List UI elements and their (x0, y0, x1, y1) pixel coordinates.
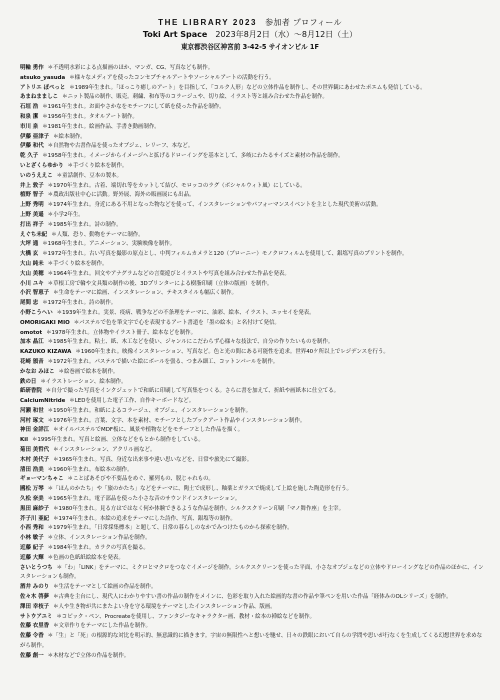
participant-name: atsuko_yasuda (20, 74, 66, 81)
participant-description: ＊1972年生まれ。詩の制作。 (42, 300, 117, 307)
participant-description: ＊「ほんのかたち」や「旅のかたち」などをテーマに、陶土で成形し、釉薬とガラスで焼成して上絵を施した陶造形を行う。 (47, 486, 352, 493)
participant-description: ＊コピック・ペン、Procreateを使用し、ファンタジーなキャラクター画、教材・絵本の挿絵などを制作。 (56, 613, 315, 620)
participant-description: ＊オイルパステルでMDF板に、風景や植物などをモチーフとした作品を描く。 (53, 427, 244, 434)
participant-entry (20, 260, 486, 270)
participant-entry (20, 583, 486, 593)
venue-line (0, 30, 500, 40)
header (0, 0, 500, 51)
participant-entry (20, 74, 486, 84)
participant-name: KAZUKO KIZAWA (20, 349, 72, 356)
participant-description: ＊木材などで立体の作品を制作。 (47, 652, 130, 659)
participant-entry (20, 142, 486, 152)
participant-description: ＊1964年生まれ。回文やアナグラムなどの言葉遊びとイラストや写真を組み合わせた作品を発表。 (47, 270, 290, 277)
participant-entry (20, 289, 486, 299)
participant-name: 菊田 美哲代 (20, 447, 50, 454)
participant-entry (20, 329, 486, 339)
participant-description: ＊1956年生まれ。タオルアート制作。 (42, 113, 138, 120)
participant-entry (20, 231, 486, 241)
participant-entry (20, 456, 486, 466)
participant-description: ＊自然物や古書作品を使ったオブジェ、レリーフ、本など。 (47, 143, 194, 150)
participant-entry (20, 378, 486, 388)
participant-entry (20, 103, 486, 113)
participant-entry (20, 495, 486, 505)
participant-name: 國松 万琴 (20, 486, 44, 493)
participant-description: ＊1965年生まれ。写真、身近な出来事や違い思いなどを、日常や旅先にて撮影。 (53, 456, 253, 463)
participant-entry (20, 485, 486, 495)
participant-name: 市川 泉 (20, 123, 39, 130)
participant-description: ＊不透明水彩による点描画のほか、マンガ、CG、写真なども制作。 (47, 65, 214, 71)
participant-description: ＊1985年生まれ。詩の制作。 (47, 221, 122, 228)
participant-name: 尾間 忠 (20, 300, 39, 307)
participant-description: ＊1979年生まれ。「日常採集標本」と題して、日常の暮らしのなかでみつけたものから探索を制作。 (47, 525, 293, 532)
participant-entry (20, 270, 486, 280)
participant-entry (20, 632, 486, 652)
participant-name: 植野 智子 (20, 192, 44, 199)
participant-entry (20, 417, 486, 427)
participant-name: 石垣 浩 (20, 104, 39, 111)
participant-name: CalciumNitride (20, 398, 66, 405)
participant-description: ＊1960年生まれ。布絵本の制作。 (47, 466, 133, 473)
participant-name: 小林 敏子 (20, 535, 44, 542)
participant-description: ＊「わ」「LINK」をテーマに、ミクロとマクロをつなぐイメージを制作。シルクスクリーンを使った平面、小さなオブジェなどの立体やドローイングなどの作品のほかに、インスタレーションも制作。 (20, 564, 484, 581)
participant-description: ＊生活をテーマとして絵画の作品を制作。 (53, 584, 157, 591)
event-dates: 2023年8月2日（水）〜8月12日（土） (215, 30, 358, 39)
participant-entry (20, 93, 486, 103)
participant-description: ＊絵巻画で絵本を制作。 (58, 368, 119, 375)
participant-name: 小川 ユキ (20, 280, 44, 287)
participant-description: ＊人や生き物が共にまたよい身を守る環境をテーマとしたインスタレーション作品、版画。 (53, 603, 276, 610)
participant-entry (20, 348, 486, 358)
participant-entry (20, 133, 486, 143)
participant-name: 近藤 紀子 (20, 545, 44, 552)
participant-description: ＊小学2年生。 (47, 211, 84, 218)
participant-name: 加本 晶江 (20, 339, 44, 346)
participant-entry (20, 338, 486, 348)
participant-description: ＊1939年生まれ。実景、疫病、戦争などの不条理をテーマに、油彩、絵本、イラスト、エッセイを発表。 (56, 309, 315, 316)
participant-entry (20, 299, 486, 309)
participant-entry (20, 564, 486, 584)
participant-name: 大山 美穂 (20, 270, 44, 277)
profile-label: 参加者 プロフィール (265, 18, 342, 27)
participant-name: えぐち未紀 (20, 231, 48, 238)
participant-description: ＊ことばあそびや不要品をめぐ、羅列もの、脱じゃれもの。 (67, 476, 214, 483)
participant-description: ＊1965年生まれ。電子部品を使った小さな音のサウンドインスタレーション。 (47, 496, 241, 503)
participant-description: ＊絵本制作。 (53, 133, 86, 140)
participant-name: 近藤 大輝 (20, 554, 44, 561)
participant-entry (20, 387, 486, 397)
participant-description: ＊1961年生まれ。お面やさかなをモチーフにして紙を使った作品を制作。 (42, 104, 225, 111)
participant-entry (20, 534, 486, 544)
participant-description: ＊1970年生まれ。古着、端切れ等をカットして結び、モロッコのラグ（ボシャルウィト風）にしている。 (47, 182, 306, 189)
participant-description: ＊1974年生まれ。本絵の追求をテーマにした詩作、写真、銀塩等の制作。 (53, 515, 236, 522)
participant-description: ＊1974年生まれ。身近にある不用となった物などを使って、インスタレーションやパフォーマンスイベントを主とした現代美術の活動。 (47, 202, 382, 209)
venue-name: Toki Art Space (142, 30, 208, 39)
participant-name: 伊藤 和代 (20, 143, 44, 150)
participant-description: ＊人類、恐り、動物をテーマに制作。 (51, 231, 144, 238)
participant-name: 大山 純未 (20, 260, 44, 267)
participant-name: 紙研香院 (20, 388, 42, 395)
participant-entry (20, 593, 486, 603)
participant-entry (20, 524, 486, 534)
participant-entry (20, 240, 486, 250)
participant-name: 明輪 勇作 (20, 65, 44, 71)
participant-name: いとざくらゆかり (20, 162, 64, 169)
participant-description: ＊立体、インスタレーション作品を制作。 (47, 535, 151, 542)
participant-description: ＊古典を主台にし、現代人にわかりやすい書の作品の制作をメインに、色彩を取り入れた絵画的な書の作品や筆ペンを用いた作品「経体みのOLシリーズ」を制作。 (53, 594, 452, 601)
participant-name: いのうええこ (20, 172, 53, 179)
participant-entry (20, 397, 486, 407)
participant-entry (20, 162, 486, 172)
participant-entry (20, 358, 486, 368)
participant-description: ＊童話創作、豆本の製本。 (56, 172, 122, 179)
participant-description: ＊手づくり絵本を制作。 (67, 162, 128, 169)
participant-name: 大橋 玄 (20, 251, 39, 258)
participant-name: 佐藤 衣里香 (20, 623, 50, 630)
participant-description: ＊パステルで色を筆文字で心を表現するアート書道を「墨の絵本」と名付けて発信。 (73, 319, 280, 326)
participant-entry (20, 152, 486, 162)
participant-name: 清田 浩美 (20, 466, 44, 473)
participant-name: 鉄の日 (20, 378, 37, 385)
library-title: THE LIBRARY 2023 (158, 18, 258, 27)
participant-entry (20, 426, 486, 436)
participant-name: 乾 久子 (20, 153, 39, 160)
participant-name: アトリエ ぽぺっと (20, 84, 66, 91)
participant-name: 和泉 潔 (20, 113, 39, 120)
participant-description: ＊1978年生まれ。立体物やイラスト冊子、絵本などを制作。 (46, 329, 197, 336)
participant-name: 上野 秀明 (20, 202, 44, 209)
participant-description: ＊1950年生まれ。和紙によるコラージュ、オブジェ、インスタレーションを制作。 (47, 407, 252, 414)
participant-name: 酒井 みのり (20, 584, 50, 591)
participant-description: ＊1995年生まれ。写真と絵画、立体などをもとから制作をしている。 (31, 437, 204, 444)
participant-description: ＊LEDを使用した電子工作、自作キーボードなど。 (69, 398, 195, 405)
participant-description: ＊1989年生まれ。「ほっこり癒しのアート」を目指して、「コルク人形」などの立体作品を制作し、その世界観にあわせたポエムも発信している。 (69, 84, 426, 91)
title-line (0, 18, 500, 28)
participant-entry (20, 250, 486, 260)
participant-entry (20, 211, 486, 221)
participant-description: ＊1972年生まれ。パステルで描いた絵にボールを張る、つまみ細工、コットンパールを制作。 (47, 358, 279, 365)
participant-description: ＊1972年生まれ。古い写真を撮影の原点とし、中判フィルムカメラと120（ブローニー）モノクロフィルムを使用して、銀塩写真のプリントを制作。 (42, 251, 408, 258)
participant-description: ＊1984年生まれ。カラクの写真を撮る。 (47, 545, 149, 552)
participant-description: ＊1985年生まれ。粘土、紙、木工などを使い、ジャンルにこだわらず心様々な技法で、自分の作りたいものを制作。 (47, 339, 334, 346)
participant-entry (20, 466, 486, 476)
participant-description: ＊生命をテーマに絵画、インスタレーション、テキスタイルも幅広く制作。 (53, 290, 237, 297)
participant-name: 伊藤 亜津子 (20, 133, 50, 140)
participant-name: 井上 敦子 (20, 182, 44, 189)
participant-entry (20, 544, 486, 554)
participant-entry (20, 172, 486, 182)
participant-name: 花崎 頒音 (20, 358, 44, 365)
participant-name: 佐藤 創一 (20, 652, 44, 659)
participant-entry (20, 622, 486, 632)
participant-entry (20, 652, 486, 662)
participant-description: ＊1981年生まれ。絵画作品、手書き動画制作。 (42, 123, 160, 130)
participant-name: 佐藤 令香 (20, 633, 44, 640)
participant-name: OMORIGAKI MIO (20, 319, 70, 326)
participant-name: 小野こうへい (20, 309, 53, 316)
participant-entry (20, 368, 486, 378)
participant-description: ＊草根工房で輪や文具類の制作の後、3Dプリンターによる樹脂印刷（立体の版画）を制作。 (47, 280, 273, 287)
participant-entry (20, 613, 486, 623)
participant-description: ＊自分で撮った写真をインクジェットで和紙に印刷して写真集をつくる。さらに書を加えて、折紙や画紙本に仕立てる。 (45, 388, 340, 395)
participant-description: ＊1960年生まれ。映像インスタレーション、写真など。色と光の間にある可能性を追求。世界40ケ所以上でレジデンスを行う。 (75, 349, 389, 356)
participant-name: 佐々木 啓夢 (20, 594, 50, 601)
participant-description: ＊1958年生まれ。イメージからイメージへと拡げるドローイングを基本として、多岐にわたるサイズと素材の作品を制作。 (42, 153, 344, 160)
participant-entry (20, 446, 486, 456)
participant-description: ＊1976年生まれ。言葉、文字、本を素材、モチーフとしたブックアート作品やインスタレーション制作。 (47, 417, 306, 424)
participant-name: 打出 祥子 (20, 221, 44, 228)
participant-description: ＊ニット製品の制作、販売。刺繍、和布等のコラージュや、切り絵、イラスト等と組み合わせた作品を制作。 (62, 94, 328, 101)
participant-entry (20, 280, 486, 290)
participant-name: 神田 金詳江 (20, 427, 50, 434)
participant-name: 久松 奈美 (20, 496, 44, 503)
participant-name: omotot (20, 329, 43, 336)
participant-entry (20, 64, 486, 74)
participant-entry (20, 515, 486, 525)
participant-description: ＊様々なメディアを使ったコンセプチャルアートやソーシャルアートの活動を行う。 (69, 74, 275, 81)
participant-name: Kil (20, 437, 28, 444)
participant-list (20, 64, 486, 662)
participant-description: ＊手づくり絵本を制作。 (47, 260, 108, 267)
participant-entry (20, 603, 486, 613)
participant-entry (20, 554, 486, 564)
participant-name: かなお みほこ (20, 368, 55, 375)
participant-entry (20, 113, 486, 123)
venue-address: 東京都渋谷区神宮前 3-42-5 サイオンビル 1F (180, 43, 320, 51)
participant-entry (20, 191, 486, 201)
participant-name: 小西 秀和 (20, 525, 44, 532)
participant-name: 河瀬 和世 (20, 407, 44, 414)
participant-description: ＊1968年生まれ。アニメーション、実験映像を制作。 (42, 241, 176, 248)
participant-name: 澤田 幸枝子 (20, 603, 50, 610)
participant-description: ＊「生」と「死」の根源的な対比を明示的、無意識的に描きます。宇宙の無限性へと想いを馳せ、日々の鉄眼において自らの学問や思いが行なくを生成してくる幻想世界を求めながら制作。 (20, 633, 483, 650)
participant-entry (20, 505, 486, 515)
participant-entry (20, 407, 486, 417)
participant-name: ギョーマンちゃこ (20, 476, 64, 483)
participant-entry (20, 201, 486, 211)
participant-entry (20, 319, 486, 329)
participant-name: さいとうつち (20, 564, 53, 571)
participant-name: サトウアユミ (20, 613, 53, 620)
participant-entry (20, 309, 486, 319)
participant-description: ＊1980年生まれ。見る方はではなく何か体験できるような作品を制作。シルクスクリーン印刷「マノ舞作座」を主宰。 (53, 505, 345, 512)
participant-name: 上野 美遥 (20, 211, 44, 218)
participant-name: 河村 琢文 (20, 417, 44, 424)
participant-entry (20, 436, 486, 446)
participant-name: あまねまましこ (20, 94, 59, 101)
participant-description: ＊色画の色紙紙絵絵本を発表。 (47, 554, 124, 561)
participant-name: 小沢 智恵子 (20, 290, 50, 297)
participant-description: ＊イラストレーション、絵本制作。 (40, 378, 127, 385)
participant-description: ＊文章作りをテーマにした作品を制作。 (53, 623, 151, 630)
participant-entry (20, 123, 486, 133)
participant-entry (20, 475, 486, 485)
participant-name: 黒田 麻紗子 (20, 505, 50, 512)
participant-entry (20, 221, 486, 231)
participant-name: 木村 美代子 (20, 456, 50, 463)
participant-description: ＊インスタレーション、アクリル画など。 (53, 447, 156, 454)
participant-name: 芥子川 亜紀 (20, 515, 50, 522)
participant-description: ＊農政出版社中心に活動。野外展、海外の販画展にも出品。 (47, 192, 195, 199)
participant-entry (20, 84, 486, 94)
participant-entry (20, 182, 486, 192)
participant-name: 大坪 通 (20, 241, 39, 248)
